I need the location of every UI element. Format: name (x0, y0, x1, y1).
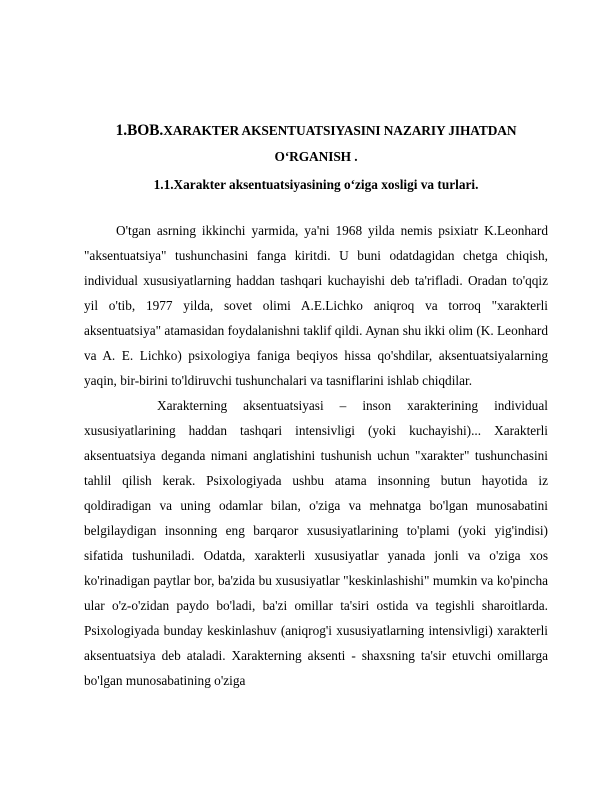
chapter-number: 1.BOB. (115, 122, 164, 139)
chapter-title-line1 (84, 118, 548, 144)
section-title: 1.1.Xarakter aksentuatsiyasining o‘ziga xosligi va turlari. (153, 177, 479, 192)
paragraph-1: O'tgan asrning ikkinchi yarmida, ya'ni 1968 yilda nemis psixiatr K.Leonhard "aksentuatsiya" tushunchasini fanga kiritdi. U buni odatdagidan chetga chiqish, individual xususiyatlarning haddan tashqari kuchayishi deb ta'rifladi. Oradan to'qqiz yil o'tib, 1977 yilda, sovet olimi A.E.Lichko aniqroq va torroq "xarakterli aksentuatsiya" atamasidan foydalanishni taklif qildi. Aynan shu ikki olim (K. Leonhard va A. E. Lichko) psixologiya faniga beqiyos hissa qo'shdilar, aksentuatsiyalarning yaqin, bir-birini to'ldiruvchi tushunchalari va tasniflarini ishlab chiqdilar. (84, 223, 548, 388)
chapter-title (84, 118, 548, 170)
paragraph-2: Xarakterning aksentuatsiyasi – inson xarakterining individual xususiyatlarining haddan tashqari intensivligi (yoki kuchayishi)... Xarakterli aksentuatsiya deganda nimani anglatishini tushunish uchun "xarakter" tushunchasini tahlil qilish kerak. Psixologiyada ushbu atama insonning butun hayotida iz qoldiradigan va uning odamlar bilan, o'ziga va mehnatga bo'lgan munosabatini belgilaydigan insonning eng barqaror xususiyatlarining to'plami (yoki yig'indisi) sifatida tushuniladi. Odatda, xarakterli xususiyatlar yanada jonli va o'ziga xos ko'rinadigan paytlar bor, ba'zida bu xususiyatlar "keskinlashishi" mumkin va ko'pincha ular o'z-o'zidan paydo bo'ladi, ba'zi omillar ta'siri ostida va tegishli sharoitlarda. Psixologiyada bunday keskinlashuv (aniqrog'i xususiyatlarning intensivligi) xarakterli aksentuatsiya deb ataladi. Xarakterning aksenti - shaxsning ta'sir etuvchi omillarga bo'lgan munosabatining o'ziga (84, 398, 548, 688)
chapter-title-line2: O‘RGANISH . (274, 149, 358, 164)
body-text (84, 218, 548, 693)
chapter-title-text: XARAKTER AKSENTUATSIYASINI NAZARIY JIHATDAN (163, 123, 517, 138)
